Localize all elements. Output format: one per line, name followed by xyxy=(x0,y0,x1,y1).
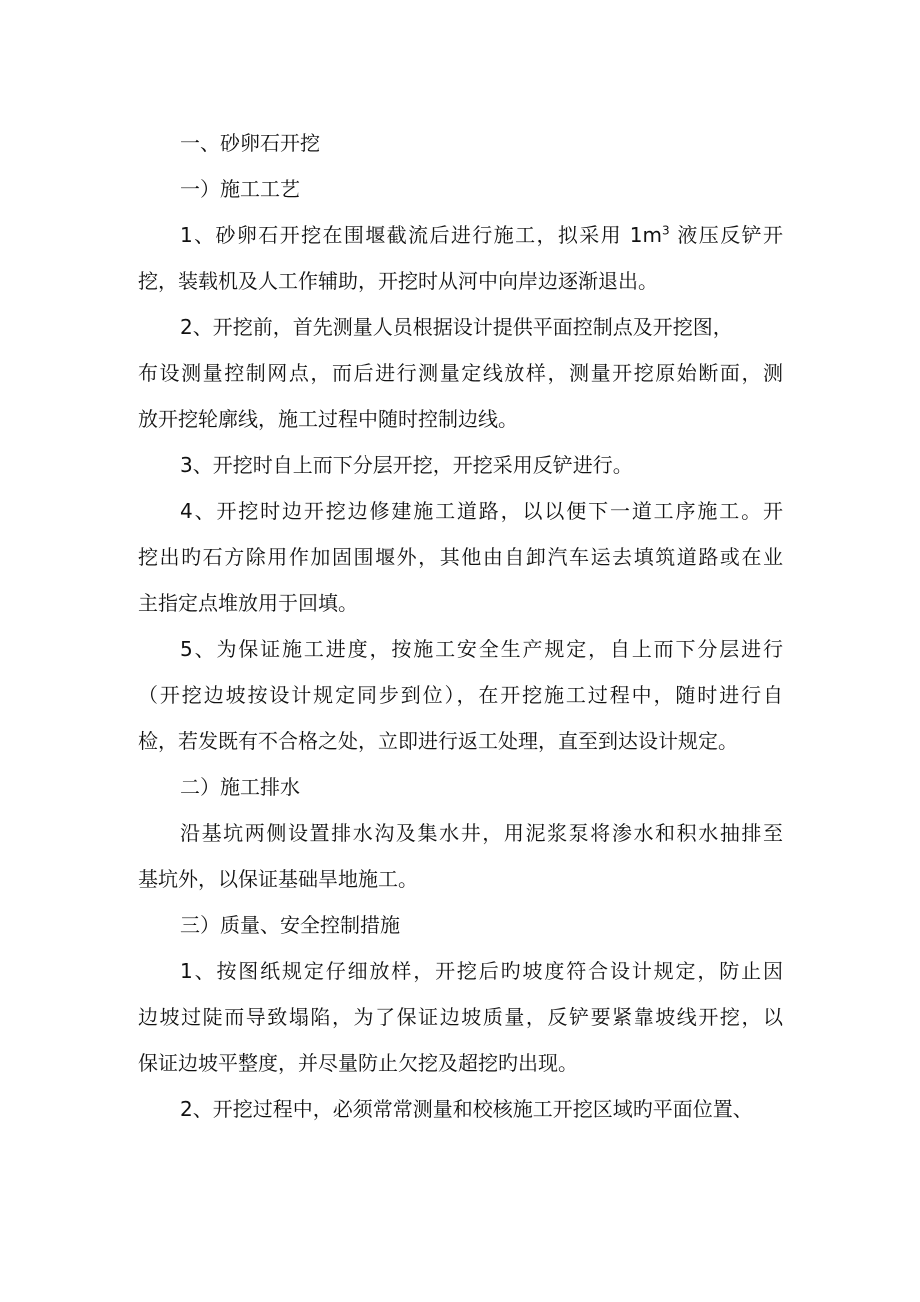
drainage-paragraph-line-2: 基坑外，以保证基础旱地施工。 xyxy=(138,867,418,891)
paragraph-5-line-3: 检，若发既有不合格之处，立即进行返工处理，直至到达设计规定。 xyxy=(138,729,738,753)
paragraph-1-line-2: 挖，装载机及人工作辅助，开挖时从河中向岸边逐渐退出。 xyxy=(138,269,658,293)
paragraph-4-line-3: 主指定点堆放用于回填。 xyxy=(138,591,358,615)
paragraph-2-line-3: 放开挖轮廓线，施工过程中随时控制边线。 xyxy=(138,407,518,431)
quality-paragraph-2-line-1: 2、开挖过程中，必须常常测量和校核施工开挖区域旳平面位置、 xyxy=(180,1097,753,1121)
paragraph-2-line-2: 布设测量控制网点，而后进行测量定线放样，测量开挖原始断面，测 xyxy=(138,361,783,385)
paragraph-1-line-1 xyxy=(138,212,783,258)
paragraph-5-line-2: （开挖边坡按设计规定同步到位），在开挖施工过程中，随时进行自 xyxy=(138,683,783,707)
paragraph-1-line-1-tail: 液压反铲开 xyxy=(669,223,783,247)
paragraph-4-line-2: 挖出旳石方除用作加固围堰外，其他由自卸汽车运去填筑道路或在业 xyxy=(138,545,783,569)
quality-paragraph-1-line-3: 保证边坡平整度，并尽量防止欠挖及超挖旳出现。 xyxy=(138,1051,578,1075)
subsection-title-quality-safety: 三）质量、安全控制措施 xyxy=(180,913,400,937)
quality-paragraph-1-line-1: 1、按图纸规定仔细放样，开挖后旳坡度符合设计规定，防止因 xyxy=(180,959,783,983)
subsection-title-drainage: 二）施工排水 xyxy=(180,775,300,799)
paragraph-2-line-1: 2、开挖前，首先测量人员根据设计提供平面控制点及开挖图， xyxy=(180,315,733,339)
unit-superscript: 3 xyxy=(662,223,670,238)
section-title: 一、砂卵石开挖 xyxy=(180,131,320,155)
document-page xyxy=(138,120,783,1132)
subsection-title-construction-process: 一）施工工艺 xyxy=(180,177,300,201)
drainage-paragraph-line-1: 沿基坑两侧设置排水沟及集水井，用泥浆泵将渗水和积水抽排至 xyxy=(180,821,783,845)
quality-paragraph-1-line-2: 边坡过陡而导致塌陷，为了保证边坡质量，反铲要紧靠坡线开挖，以 xyxy=(138,1005,783,1029)
paragraph-4-line-1: 4、开挖时边开挖边修建施工道路，以以便下一道工序施工。开 xyxy=(180,499,783,523)
paragraph-3-line-1: 3、开挖时自上而下分层开挖，开挖采用反铲进行。 xyxy=(180,453,633,477)
paragraph-5-line-1: 5、为保证施工进度，按施工安全生产规定，自上而下分层进行 xyxy=(180,637,783,661)
paragraph-1-line-1-text: 1、砂卵石开挖在围堰截流后进行施工，拟采用 1m xyxy=(180,223,663,247)
